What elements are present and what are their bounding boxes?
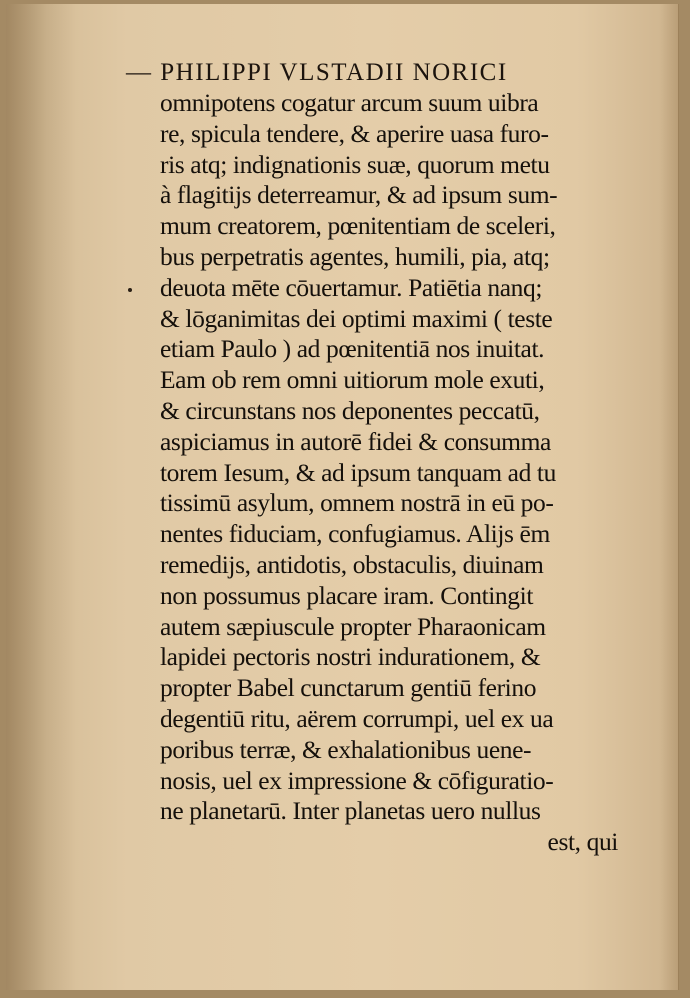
text-line-5: mum creatorem, pœnitentiam de sceleri, xyxy=(160,211,556,241)
text-line-18: autem sæpiuscule propter Pharaonicam xyxy=(160,611,546,641)
text-line-11: & circunstans nos deponentes peccatū, xyxy=(160,395,540,425)
catchword-line: est, qui xyxy=(547,827,618,857)
text-line-8: & lōganimitas dei optimi maximi ( teste xyxy=(160,303,553,333)
book-page xyxy=(6,4,679,990)
text-line-2: re, spicula tendere, & aperire uasa furo- xyxy=(160,118,549,148)
text-line-1: omnipotens cogatur arcum suum uibra xyxy=(160,88,539,117)
body-text xyxy=(160,88,630,858)
text-line-24: ne planetarū. Inter planetas uero nullus xyxy=(160,796,541,826)
text-line-12: aspiciamus in autorē fidei & consumma xyxy=(160,426,551,456)
gutter-shadow xyxy=(6,4,76,990)
text-line-20: propter Babel cunctarum gentiū ferino xyxy=(160,673,537,703)
text-line-10: Eam ob rem omni uitiorum mole exuti, xyxy=(160,365,545,395)
text-line-17: non possumus placare iram. Contingit xyxy=(160,580,534,610)
margin-mark xyxy=(128,288,132,292)
page-edge-shadow xyxy=(660,4,678,990)
text-line-6: bus perpetratis agentes, humili, pia, atq; xyxy=(160,241,550,271)
text-line-7: deuota mēte cōuertamur. Patiētia nanq; xyxy=(160,272,543,302)
text-line-9: etiam Paulo ) ad pœnitentiā nos inuitat. xyxy=(160,334,545,364)
text-line-3: ris atq; indignationis suæ, quorum metu xyxy=(160,149,550,179)
text-line-15: nentes fiduciam, confugiamus. Alijs ēm xyxy=(160,519,550,549)
text-line-14: tissimū asylum, omnem nostrā in eū po- xyxy=(160,488,554,518)
text-line-13: torem Iesum, & ad ipsum tanquam ad tu xyxy=(160,457,556,487)
text-line-23: nosis, uel ex impressione & cōfiguratio- xyxy=(160,765,554,795)
text-line-22: poribus terræ, & exhalationibus uene- xyxy=(160,734,532,764)
text-line-16: remedijs, antidotis, obstaculis, diuinam xyxy=(160,549,544,579)
text-line-19: lapidei pectoris nostri indurationem, & xyxy=(160,642,541,672)
running-head: — PHILIPPI VLSTADII NORICI xyxy=(126,59,508,86)
text-line-21: degentiū ritu, aërem corrumpi, uel ex ua xyxy=(160,703,554,733)
text-line-4: à flagitijs deterreamur, & ad ipsum sum- xyxy=(160,180,558,210)
